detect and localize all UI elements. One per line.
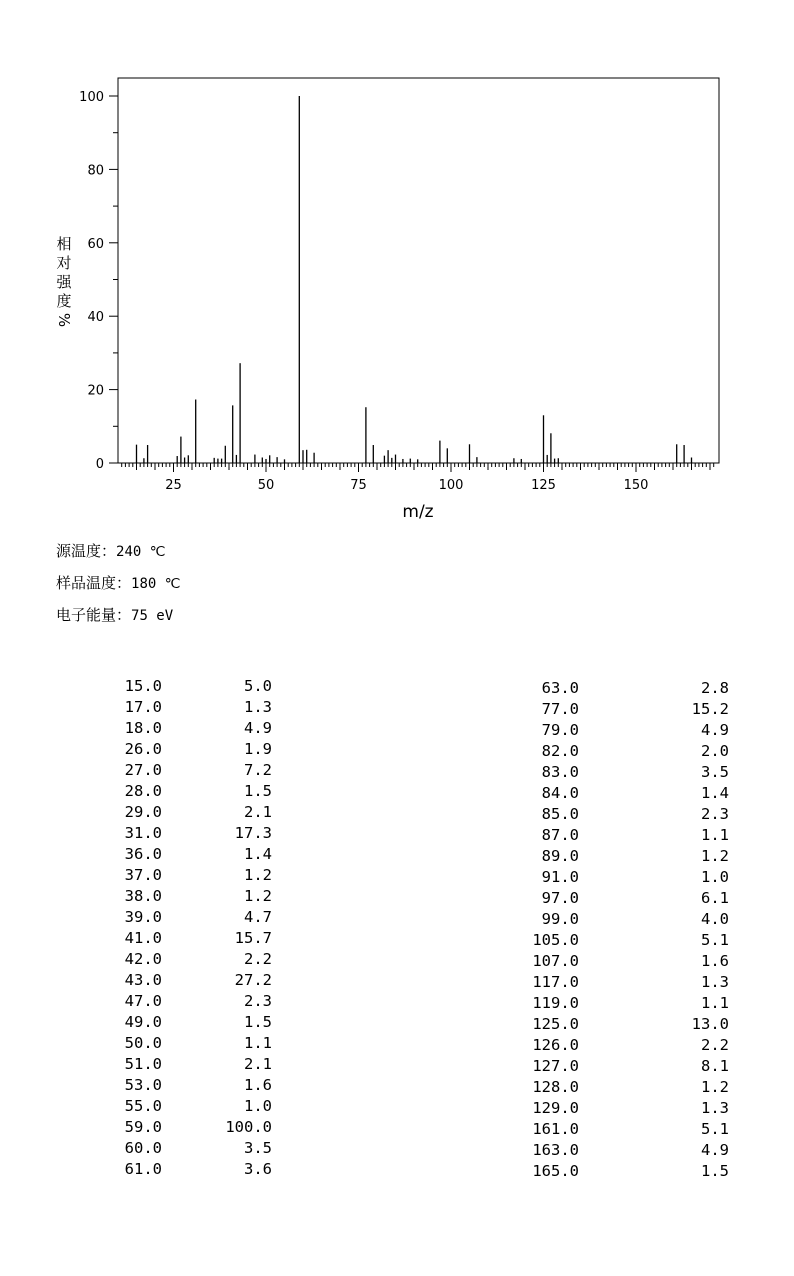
- peak-row: [440, 741, 740, 762]
- peak-row: [440, 762, 740, 783]
- peak-mz: 117.0: [532, 973, 579, 991]
- peak-mz: 129.0: [532, 1099, 579, 1117]
- peak-row: [0, 1054, 320, 1075]
- y-tick-label: 20: [87, 383, 104, 399]
- peak-row: [440, 930, 740, 951]
- peak-abundance: 1.3: [701, 973, 729, 991]
- x-axis: [122, 463, 714, 493]
- peak-mz: 128.0: [532, 1078, 579, 1096]
- peak-row: [0, 718, 320, 739]
- peak-abundance: 2.0: [701, 742, 729, 760]
- peak-mz: 43.0: [124, 971, 162, 989]
- peak-mz: 51.0: [124, 1055, 162, 1073]
- x-tick-label: 150: [623, 478, 649, 493]
- peak-abundance: 1.9: [244, 740, 272, 758]
- peak-mz: 41.0: [124, 929, 162, 947]
- peak-abundance: 1.1: [701, 826, 729, 844]
- peak-row: [0, 1117, 320, 1138]
- peak-mz: 119.0: [532, 994, 579, 1012]
- peak-row: [440, 909, 740, 930]
- peak-abundance: 15.7: [234, 929, 272, 947]
- peak-row: [0, 1159, 320, 1180]
- x-tick-label: 100: [438, 478, 464, 493]
- source-temperature-value: 240 ℃: [116, 544, 166, 560]
- peak-row: [0, 907, 320, 928]
- peak-mz: 61.0: [124, 1160, 162, 1178]
- peak-abundance: 1.2: [244, 887, 272, 905]
- electron-energy-label: 电子能量：: [56, 606, 132, 624]
- peak-mz: 60.0: [124, 1139, 162, 1157]
- peak-mz: 36.0: [124, 845, 162, 863]
- peak-mz: 87.0: [541, 826, 579, 844]
- peak-row: [0, 802, 320, 823]
- peak-abundance: 1.3: [701, 1099, 729, 1117]
- peak-row: [0, 676, 320, 697]
- peak-abundance: 2.1: [244, 1055, 272, 1073]
- peak-abundance: 17.3: [234, 824, 272, 842]
- peak-row: [440, 825, 740, 846]
- peak-abundance: 4.9: [701, 1141, 729, 1159]
- peak-abundance: 3.5: [244, 1139, 272, 1157]
- peak-row: [440, 1014, 740, 1035]
- y-tick-label: 80: [87, 163, 104, 179]
- peak-abundance: 1.0: [701, 868, 729, 886]
- peak-abundance: 4.0: [701, 910, 729, 928]
- peak-row: [0, 1012, 320, 1033]
- peak-row: [0, 991, 320, 1012]
- peak-row: [0, 886, 320, 907]
- peak-abundance: 3.5: [701, 763, 729, 781]
- y-axis-label-char: 强: [56, 273, 72, 291]
- peak-mz: 42.0: [124, 950, 162, 968]
- peak-abundance: 1.0: [244, 1097, 272, 1115]
- peak-abundance: 1.6: [701, 952, 729, 970]
- sample-temperature-label: 样品温度：: [56, 574, 132, 592]
- x-axis-label: m/z: [402, 502, 434, 522]
- electron-energy: [56, 604, 173, 625]
- peak-mz: 38.0: [124, 887, 162, 905]
- peak-abundance: 2.2: [701, 1036, 729, 1054]
- peak-row: [440, 972, 740, 993]
- peak-mz: 105.0: [532, 931, 579, 949]
- peak-abundance: 2.2: [244, 950, 272, 968]
- peak-mz: 29.0: [124, 803, 162, 821]
- peak-abundance: 1.2: [244, 866, 272, 884]
- peak-mz: 79.0: [541, 721, 579, 739]
- peak-mz: 15.0: [124, 677, 162, 695]
- peak-mz: 39.0: [124, 908, 162, 926]
- y-axis-label-unit: %: [55, 312, 73, 328]
- peak-mz: 126.0: [532, 1036, 579, 1054]
- peak-abundance: 2.3: [244, 992, 272, 1010]
- peak-mz: 17.0: [124, 698, 162, 716]
- peak-row: [440, 699, 740, 720]
- peak-row: [440, 804, 740, 825]
- peak-row: [440, 867, 740, 888]
- y-axis-label-char: 对: [56, 254, 72, 272]
- peak-row: [0, 781, 320, 802]
- peak-mz: 28.0: [124, 782, 162, 800]
- peak-mz: 49.0: [124, 1013, 162, 1031]
- x-tick-label: 75: [350, 478, 367, 493]
- peak-mz: 82.0: [541, 742, 579, 760]
- peak-row: [0, 1075, 320, 1096]
- y-axis-label-char: 相: [56, 235, 72, 253]
- peak-row: [0, 928, 320, 949]
- peak-mz: 163.0: [532, 1141, 579, 1159]
- peak-abundance: 1.4: [701, 784, 729, 802]
- peak-mz: 55.0: [124, 1097, 162, 1115]
- peak-row: [0, 949, 320, 970]
- peak-mz: 91.0: [541, 868, 579, 886]
- peak-abundance: 8.1: [701, 1057, 729, 1075]
- peak-row: [440, 1140, 740, 1161]
- electron-energy-value: 75 eV: [131, 608, 174, 624]
- peak-row: [440, 783, 740, 804]
- peak-abundance: 4.9: [244, 719, 272, 737]
- peak-abundance: 2.3: [701, 805, 729, 823]
- peak-mz: 47.0: [124, 992, 162, 1010]
- peak-abundance: 5.1: [701, 1120, 729, 1138]
- peak-row: [0, 970, 320, 991]
- peak-abundance: 27.2: [234, 971, 272, 989]
- peak-mz: 27.0: [124, 761, 162, 779]
- peak-row: [0, 760, 320, 781]
- peak-abundance: 13.0: [691, 1015, 729, 1033]
- peak-mz: 97.0: [541, 889, 579, 907]
- peak-mz: 83.0: [541, 763, 579, 781]
- peak-row: [440, 951, 740, 972]
- peak-abundance: 1.3: [244, 698, 272, 716]
- peak-row: [440, 1077, 740, 1098]
- peak-abundance: 100.0: [225, 1118, 272, 1136]
- peak-abundance: 6.1: [701, 889, 729, 907]
- peak-row: [440, 678, 740, 699]
- peak-row: [440, 846, 740, 867]
- peak-row: [440, 1098, 740, 1119]
- peak-mz: 50.0: [124, 1034, 162, 1052]
- peak-row: [440, 993, 740, 1014]
- peak-abundance: 1.5: [244, 1013, 272, 1031]
- sample-temperature-value: 180 ℃: [131, 576, 181, 592]
- x-tick-label: 125: [531, 478, 556, 493]
- peak-abundance: 2.8: [701, 679, 729, 697]
- peak-row: [440, 1119, 740, 1140]
- peak-mz: 161.0: [532, 1120, 579, 1138]
- peak-mz: 84.0: [541, 784, 579, 802]
- y-tick-label: 0: [95, 457, 104, 472]
- y-tick-label: 60: [87, 236, 104, 252]
- peak-abundance: 1.2: [701, 847, 729, 865]
- peak-abundance: 5.1: [701, 931, 729, 949]
- y-axis-label: [55, 235, 73, 327]
- peak-mz: 89.0: [541, 847, 579, 865]
- y-tick-label: 100: [79, 90, 104, 105]
- peak-row: [0, 865, 320, 886]
- peak-abundance: 1.2: [701, 1078, 729, 1096]
- peak-mz: 37.0: [124, 866, 162, 884]
- peak-mz: 99.0: [541, 910, 579, 928]
- peak-abundance: 7.2: [244, 761, 272, 779]
- peak-mz: 63.0: [541, 679, 579, 697]
- peak-row: [0, 739, 320, 760]
- plot-frame: [118, 78, 719, 463]
- peak-row: [440, 1056, 740, 1077]
- peak-abundance: 1.1: [701, 994, 729, 1012]
- sample-temperature: [56, 572, 180, 593]
- peak-mz: 18.0: [124, 719, 162, 737]
- peak-row: [0, 844, 320, 865]
- y-tick-label: 40: [87, 310, 104, 326]
- peak-abundance: 5.0: [244, 677, 272, 695]
- peak-row: [440, 720, 740, 741]
- peak-row: [0, 1138, 320, 1159]
- peak-row: [0, 697, 320, 718]
- peak-abundance: 1.4: [244, 845, 272, 863]
- peak-mz: 31.0: [124, 824, 162, 842]
- peak-table-right: [440, 678, 740, 1182]
- peak-mz: 85.0: [541, 805, 579, 823]
- peak-abundance: 4.7: [244, 908, 272, 926]
- peak-mz: 107.0: [532, 952, 579, 970]
- x-tick-label: 50: [257, 478, 275, 493]
- peak-abundance: 15.2: [691, 700, 729, 718]
- peak-table-left: [0, 676, 320, 1180]
- source-temperature-label: 源温度：: [56, 542, 117, 560]
- peak-row: [0, 1033, 320, 1054]
- peak-mz: 59.0: [124, 1118, 162, 1136]
- peak-mz: 77.0: [541, 700, 579, 718]
- peak-abundance: 4.9: [701, 721, 729, 739]
- peak-mz: 165.0: [532, 1162, 579, 1180]
- peak-row: [440, 888, 740, 909]
- peak-row: [440, 1161, 740, 1182]
- spectrum-bars: [137, 96, 692, 463]
- peak-abundance: 1.6: [244, 1076, 272, 1094]
- peak-row: [0, 1096, 320, 1117]
- peak-abundance: 3.6: [244, 1160, 272, 1178]
- peak-row: [440, 1035, 740, 1056]
- peak-mz: 26.0: [124, 740, 162, 758]
- y-axis-label-char: 度: [56, 292, 72, 310]
- peak-row: [0, 823, 320, 844]
- x-tick-label: 25: [165, 478, 182, 493]
- peak-abundance: 1.1: [244, 1034, 272, 1052]
- y-axis: [79, 90, 118, 472]
- peak-mz: 127.0: [532, 1057, 579, 1075]
- peak-abundance: 1.5: [244, 782, 272, 800]
- source-temperature: [56, 540, 165, 561]
- mass-spectrum-chart: [0, 0, 794, 530]
- peak-abundance: 2.1: [244, 803, 272, 821]
- peak-abundance: 1.5: [701, 1162, 729, 1180]
- peak-mz: 53.0: [124, 1076, 162, 1094]
- peak-mz: 125.0: [532, 1015, 579, 1033]
